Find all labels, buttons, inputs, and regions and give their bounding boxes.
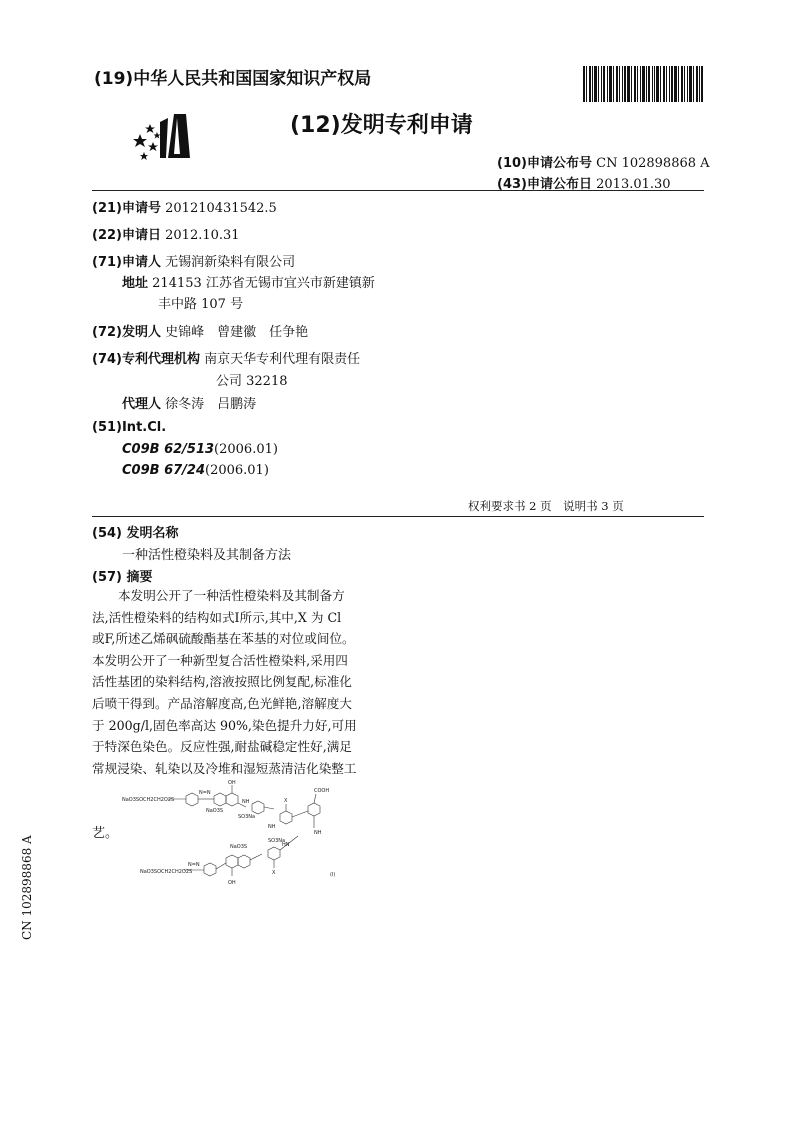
- abstract-line: 于特深色染色。反应性强,耐盐碱稳定性好,满足: [92, 739, 352, 755]
- abstract-body: [92, 585, 392, 779]
- azo-label: N=N: [199, 790, 211, 796]
- header-divider: [92, 190, 704, 191]
- ipc-entry: [122, 463, 269, 478]
- agents-value: 徐冬涛 吕鹏涛: [165, 397, 257, 412]
- address: [122, 272, 375, 291]
- azo-label: N=N: [188, 862, 200, 868]
- oh-label: OH: [228, 880, 236, 886]
- publication-date-label: (43)申请公布日: [497, 177, 592, 192]
- address-line-2: 丰中路 107 号: [158, 297, 244, 312]
- chemical-structure: [118, 776, 358, 888]
- abstract-line: 法,活性橙染料的结构如式Ⅰ所示,其中,X 为 Cl: [92, 609, 342, 625]
- address-label: 地址: [122, 276, 149, 291]
- abstract-end: 艺。: [92, 826, 119, 841]
- int-cl-label: (51)Int.Cl.: [92, 420, 167, 435]
- publication-number: [497, 152, 710, 171]
- hn-label: HN: [282, 842, 290, 848]
- so3na-label: SO3Na: [268, 838, 286, 844]
- filing-date-label: (22)申请日: [92, 228, 161, 243]
- x-label: X: [272, 870, 276, 876]
- inventors-label: (72)发明人: [92, 325, 161, 340]
- application-number: [92, 197, 277, 216]
- patent-agency-line-1: 南京天华专利代理有限责任: [204, 352, 361, 367]
- abstract-line: 后喷干得到。产品溶解度高,色光鲜艳,溶解度大: [92, 695, 352, 711]
- publication-number-value: CN 102898868 A: [596, 156, 710, 171]
- barcode: [583, 66, 703, 102]
- title-label: (54) 发明名称: [92, 526, 179, 541]
- patent-agency: [92, 348, 360, 367]
- formula-number: (I): [330, 872, 336, 878]
- inventors: [92, 321, 308, 340]
- ipc-date: (2006.01): [205, 463, 269, 478]
- nh-label: NH: [268, 824, 276, 830]
- application-number-label: (21)申请号: [92, 201, 161, 216]
- abstract-line: 本发明公开了一种活性橙染料及其制备方: [118, 588, 345, 603]
- publication-number-label: (10)申请公布号: [497, 156, 592, 171]
- invention-title: 一种活性橙染料及其制备方法: [122, 548, 292, 563]
- agents-label: 代理人: [122, 397, 162, 412]
- oh-label: OH: [228, 780, 236, 786]
- patent-agency-label: (74)专利代理机构: [92, 352, 200, 367]
- ipc-entry: [122, 442, 278, 457]
- issuing-office: (19)中华人民共和国国家知识产权局: [94, 69, 372, 89]
- side-publication-number: CN 102898868 A: [20, 835, 34, 940]
- patent-agency-line-2: 公司 32218: [216, 374, 288, 389]
- abstract-line: 常规浸染、轧染以及冷堆和湿短蒸清洁化染整工: [92, 760, 357, 776]
- so3na-label: SO3Na: [238, 814, 256, 820]
- applicant: [92, 251, 295, 270]
- x-label: X: [284, 798, 288, 804]
- page-count-note: 权利要求书 2 页 说明书 3 页: [468, 499, 624, 513]
- filing-date: [92, 224, 240, 243]
- publication-date-value: 2013.01.30: [596, 177, 671, 192]
- applicant-label: (71)申请人: [92, 255, 161, 270]
- vinylsulfone-label: NaO3SOCH2CH2O2S: [140, 869, 193, 875]
- cnipa-logo: [130, 108, 202, 164]
- inventors-value: 史锦峰 曾建徽 任争艳: [165, 325, 309, 340]
- abstract-label: (57) 摘要: [92, 570, 153, 585]
- abstract-line: 本发明公开了一种新型复合活性橙染料,采用四: [92, 652, 348, 668]
- nh-label: NH: [314, 830, 322, 836]
- naso3-label: NaO3S: [230, 844, 248, 850]
- ipc-code: C09B 67/24: [122, 463, 205, 478]
- nh-label: NH: [242, 799, 250, 805]
- biblio-divider: [92, 516, 704, 517]
- abstract-line: 活性基团的染料结构,溶液按照比例复配,标准化: [92, 674, 352, 690]
- abstract-line: 于 200g/l,固色率高达 90%,染色提升力好,可用: [92, 717, 357, 733]
- agents: [122, 393, 256, 412]
- filing-date-value: 2012.10.31: [165, 228, 240, 243]
- application-number-value: 201210431542.5: [165, 201, 277, 216]
- naso3-label: NaO3S: [206, 808, 224, 814]
- abstract-line: 或F,所述乙烯砜硫酸酯基在苯基的对位或间位。: [92, 631, 355, 647]
- applicant-value: 无锡润新染料有限公司: [165, 255, 296, 270]
- ipc-date: (2006.01): [214, 442, 278, 457]
- ipc-code: C09B 62/513: [122, 442, 215, 457]
- vinylsulfone-label: NaO3SOCH2CH2O2S: [122, 797, 175, 803]
- cooh-label: COOH: [314, 788, 330, 794]
- address-line-1: 214153 江苏省无锡市宜兴市新建镇新: [152, 276, 375, 291]
- document-type: (12)发明专利申请: [290, 113, 473, 138]
